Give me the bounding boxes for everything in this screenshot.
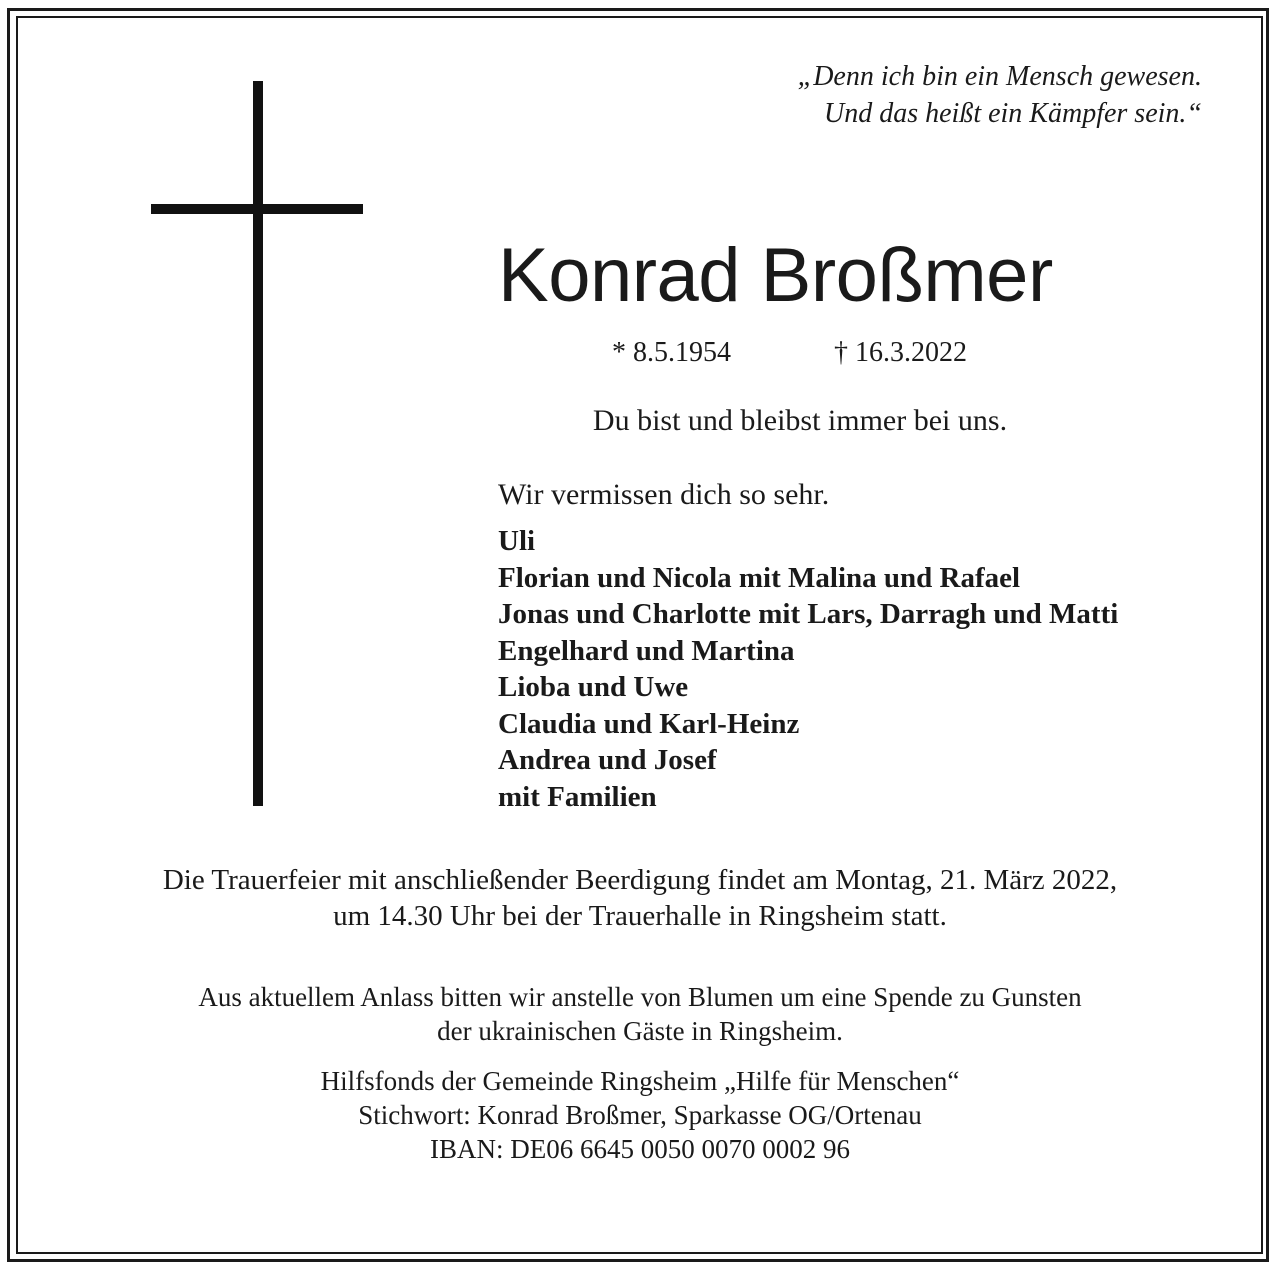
donation-line-2: der ukrainischen Gäste in Ringsheim. <box>437 1016 843 1046</box>
cross-icon-bar <box>151 204 363 214</box>
mourner-entry: Andrea und Josef <box>498 744 717 776</box>
mourner-entry: Engelhard und Martina <box>498 634 795 667</box>
bank-details <box>40 1064 1240 1166</box>
birth-date: * 8.5.1954 <box>612 337 731 368</box>
mourner-entry: Claudia und Karl-Heinz <box>498 707 800 740</box>
donation-request <box>40 980 1240 1048</box>
ceremony-line-2: um 14.30 Uhr bei der Trauerhalle in Ringsheim statt. <box>333 900 947 932</box>
mourner-entry: Florian und Nicola mit Malina und Rafael <box>498 561 1021 594</box>
deceased-name: Konrad Broßmer <box>498 233 1053 318</box>
bank-iban: IBAN: DE06 6645 0050 0070 0002 96 <box>430 1134 850 1164</box>
cross-icon <box>253 81 263 806</box>
mourner-entry: Lioba und Uwe <box>498 671 689 703</box>
bank-keyword: Stichwort: Konrad Broßmer, Sparkasse OG/Ortenau <box>358 1100 922 1130</box>
mourners-list <box>498 523 1118 815</box>
death-date: † 16.3.2022 <box>834 337 967 368</box>
ceremony-line-1: Die Trauerfeier mit anschließender Beerdigung findet am Montag, 21. März 2022, <box>162 864 1118 896</box>
bank-fund: Hilfsfonds der Gemeinde Ringsheim „Hilfe für Menschen“ <box>320 1066 960 1096</box>
miss-line: Wir vermissen dich so sehr. <box>498 478 830 511</box>
quote <box>682 58 1202 132</box>
ceremony-notice <box>40 862 1240 934</box>
mourner-entry: Uli <box>498 525 536 557</box>
donation-line-1: Aus aktuellem Anlass bitten wir anstelle von Blumen um eine Spende zu Gunsten <box>198 982 1082 1012</box>
mourner-entry: mit Familien <box>498 780 657 813</box>
motto: Du bist und bleibst immer bei uns. <box>592 404 1008 437</box>
quote-line-2: Und das heißt ein Kämpfer sein.“ <box>824 98 1202 129</box>
quote-line-1: „Denn ich bin ein Mensch gewesen. <box>797 61 1202 92</box>
mourner-entry: Jonas und Charlotte mit Lars, Darragh und Matti <box>498 598 1119 630</box>
